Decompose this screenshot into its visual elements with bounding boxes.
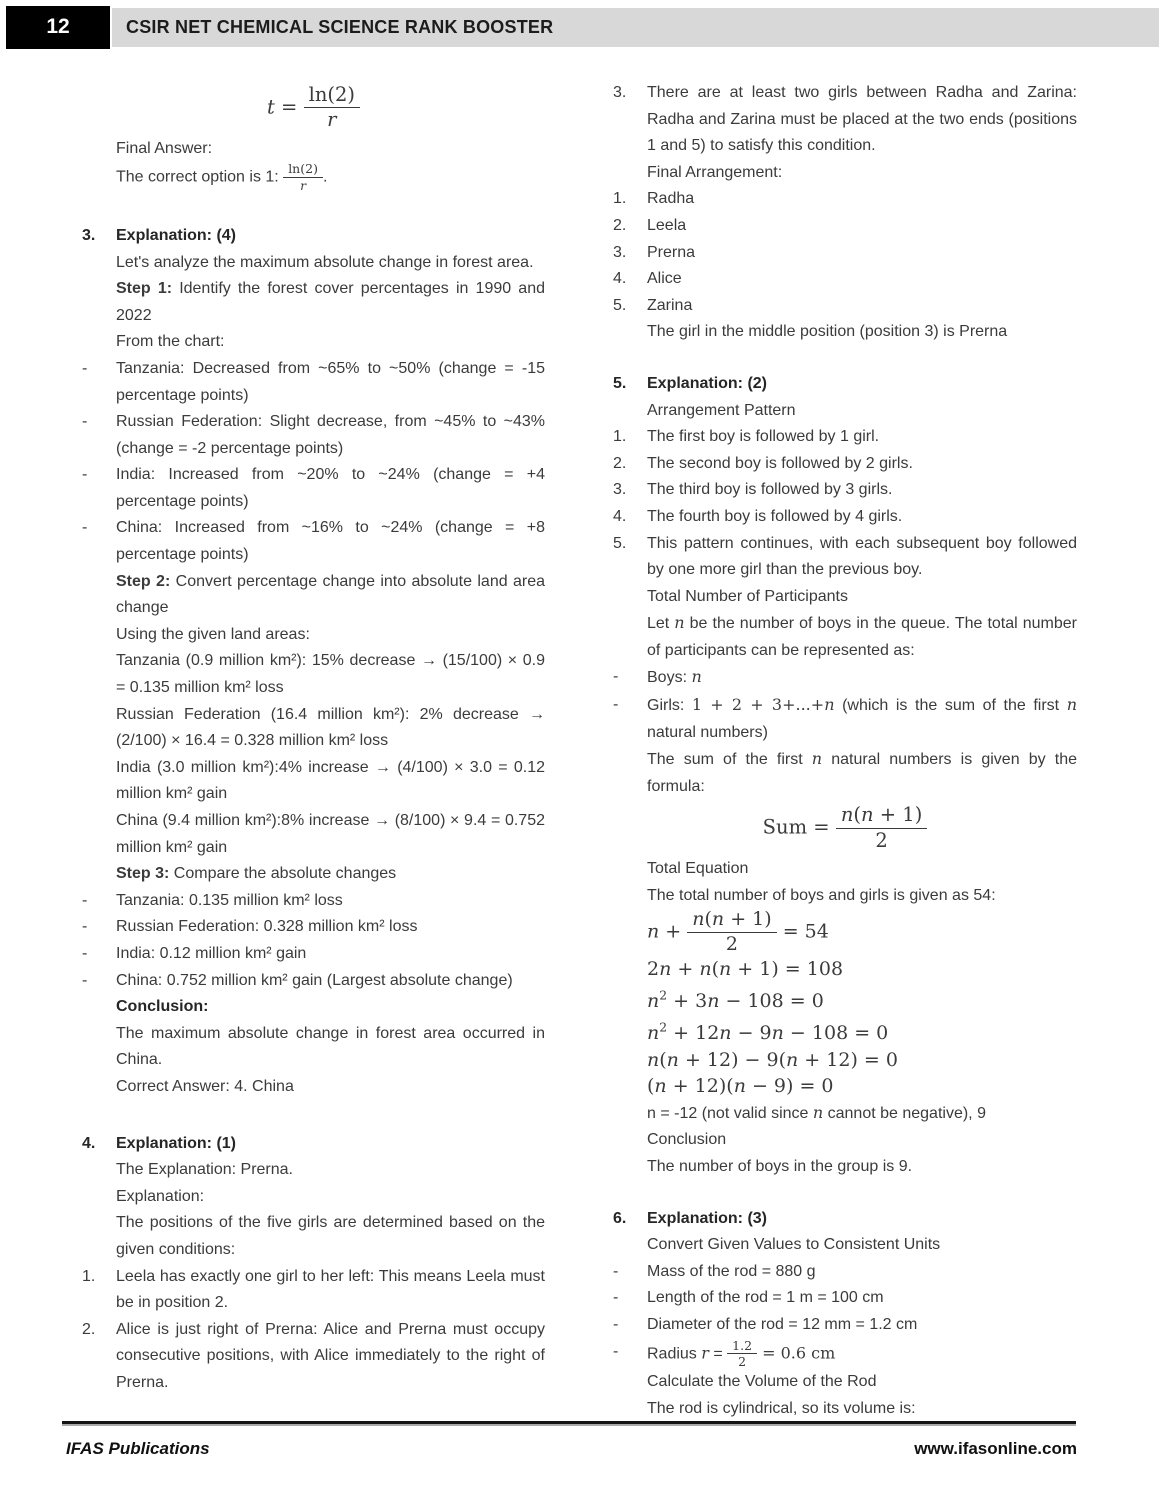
footer-rule: [62, 1421, 1076, 1426]
list-item: [613, 531, 1077, 584]
list-marker: -: [82, 891, 88, 909]
text-content: Using the given land areas:: [116, 625, 310, 643]
text-content: Final Arrangement:: [647, 163, 783, 181]
text-content: Explanation: (4): [116, 226, 237, 244]
list-item: [82, 462, 545, 515]
text-content: Convert Given Values to Consistent Units: [647, 1236, 941, 1254]
list-marker: [82, 994, 116, 1021]
list-marker: 1.: [613, 428, 627, 446]
text-content: Tanzania: 0.135 million km² loss: [116, 891, 343, 909]
text-content: India (3.0 million km²):4% increase → (4/100) × 3.0 = 0.12 million km² gain: [116, 758, 545, 803]
list-marker: 5.: [613, 374, 627, 392]
list-marker: [613, 1047, 647, 1074]
text-content: The third boy is followed by 3 girls.: [647, 481, 893, 499]
paragraph: [613, 610, 1077, 664]
spacer: [613, 346, 1077, 371]
list-item: [82, 914, 545, 941]
list-marker: 2.: [613, 216, 627, 234]
math-text: 1 + 2 + 3+...+n: [691, 695, 835, 715]
text-content: Russian Federation: Slight decrease, from ~45% to ~43% (change = -2 percentage points): [116, 413, 545, 457]
list-marker: [613, 1232, 647, 1259]
text-content: Boys: n: [647, 667, 702, 687]
math-variable: r: [701, 1343, 709, 1363]
list-marker: -: [613, 1262, 619, 1280]
text-content: Zarina: [647, 296, 693, 314]
math-text: 2n + n(n + 1) = 108: [647, 958, 844, 981]
text-content: Girls: 1 + 2 + 3+...+n (which is the sum of the first n natural numbers): [647, 695, 1078, 741]
list-item: [613, 266, 1077, 293]
paragraph: [82, 276, 545, 329]
list-marker: [613, 746, 647, 800]
math-text: $n^2 + 3n - 108 = 0$: [647, 988, 824, 1013]
paragraph: [613, 1396, 1077, 1423]
list-marker: [613, 1154, 647, 1181]
list-marker: -: [82, 918, 88, 936]
list-marker: [613, 610, 647, 664]
paragraph: [82, 622, 545, 649]
equation: [613, 909, 1077, 956]
list-marker: [82, 1157, 116, 1184]
text-content: Total Number of Participants: [647, 587, 848, 605]
section-heading: [82, 1131, 545, 1158]
list-marker: 3.: [613, 243, 627, 261]
paragraph: [82, 808, 545, 861]
text-content: Explanation:: [116, 1187, 205, 1205]
list-marker: 1.: [82, 1267, 96, 1285]
list-marker: 4.: [82, 1134, 96, 1152]
paragraph: [613, 746, 1077, 800]
spacer: [82, 193, 545, 223]
list-marker: [82, 569, 116, 622]
math-text: (n + 12)(n − 9) = 0: [647, 1075, 834, 1098]
footer-website: www.ifasonline.com: [914, 1439, 1077, 1458]
list-item: [82, 515, 545, 568]
text-content: [647, 1047, 1077, 1074]
paragraph: [82, 136, 545, 163]
spacer: [82, 1101, 545, 1131]
list-item: [613, 213, 1077, 240]
list-marker: [613, 983, 647, 1015]
text-content: Arrangement Pattern: [647, 401, 796, 419]
equation: [613, 956, 1077, 983]
text-content: Step 3: Compare the absolute changes: [116, 865, 397, 883]
list-item: [613, 477, 1077, 504]
paragraph: [82, 702, 545, 755]
list-item: [82, 356, 545, 409]
text-content: Tanzania (0.9 million km²): 15% decrease → (15/100) × 0.9 = 0.135 million km² loss: [116, 652, 545, 697]
list-marker: [82, 648, 116, 701]
list-item: [82, 409, 545, 462]
list-marker: 6.: [613, 1209, 627, 1227]
list-item: [82, 1317, 545, 1397]
text-content: Russian Federation (16.4 million km²): 2% decrease → (2/100) × 16.4 = 0.328 million km² loss: [116, 705, 545, 750]
paragraph: [82, 162, 545, 193]
paragraph: [613, 319, 1077, 346]
math-variable: n: [1066, 695, 1078, 715]
list-marker: [82, 861, 116, 888]
text-content: Total Equation: [647, 860, 749, 878]
list-marker: -: [82, 413, 88, 431]
list-marker: [613, 956, 647, 983]
list-item: [613, 1312, 1077, 1339]
list-item: [82, 968, 545, 995]
list-marker: -: [613, 668, 619, 686]
list-marker: 3.: [82, 226, 96, 244]
math-text: t =: [266, 95, 304, 119]
list-item: [82, 1264, 545, 1317]
text-content: The girl in the middle position (position 3) is Prerna: [647, 323, 1008, 341]
paragraph: [82, 1157, 545, 1184]
footer-publisher: IFAS Publications: [66, 1439, 210, 1458]
paragraph: [613, 1127, 1077, 1154]
paragraph: [613, 160, 1077, 187]
text-content: [647, 909, 1077, 956]
formula: [82, 84, 545, 132]
paragraph: [613, 584, 1077, 611]
text-content: Diameter of the rod = 12 mm = 1.2 cm: [647, 1315, 918, 1333]
text-content: Correct Answer: 4. China: [116, 1077, 294, 1095]
text-content: Russian Federation: 0.328 million km² loss: [116, 918, 418, 936]
list-marker: [613, 1396, 647, 1423]
text-content: Prerna: [647, 243, 696, 261]
math-variable: n: [674, 613, 685, 633]
text-content: Step 1: Identify the forest cover percentages in 1990 and 2022: [116, 280, 545, 324]
list-marker: [82, 755, 116, 808]
math-text: = 54: [776, 920, 829, 943]
list-item: [613, 1285, 1077, 1312]
list-item: [613, 293, 1077, 320]
math-text: $n^2 + 12n - 9n - 108 = 0$: [647, 1020, 889, 1044]
math-text: = 0.6 cm: [757, 1343, 836, 1363]
paragraph: [613, 398, 1077, 425]
text-content: The sum of the first n natural numbers is given by the formula:: [647, 749, 1077, 795]
text-content: [647, 983, 1077, 1015]
text-content: Explanation: (2): [647, 374, 768, 392]
list-item: [613, 424, 1077, 451]
list-marker: 2.: [613, 454, 627, 472]
list-item: [613, 80, 1077, 160]
equation: [613, 1073, 1077, 1100]
text-content: Mass of the rod = 880 g: [647, 1262, 816, 1280]
list-item: [613, 692, 1077, 746]
list-marker: -: [613, 696, 619, 714]
list-marker: [82, 622, 116, 649]
text-content: The total number of boys and girls is given as 54:: [647, 886, 996, 904]
list-marker: [82, 276, 116, 329]
text-content: [647, 1015, 1077, 1047]
list-marker: [82, 1074, 116, 1101]
list-marker: [613, 398, 647, 425]
list-marker: [82, 702, 116, 755]
text-content: The maximum absolute change in forest area occurred in China.: [116, 1024, 545, 1069]
paragraph: [613, 1154, 1077, 1181]
list-marker: [82, 1021, 116, 1074]
math-text: n +: [647, 920, 688, 943]
column-left: [82, 80, 545, 1396]
text-content: Let n be the number of boys in the queue. The total number of participants can be represented as:: [647, 613, 1078, 659]
text-content: Step 2: Convert percentage change into absolute land area change: [116, 572, 546, 617]
equation: [613, 1015, 1077, 1047]
paragraph: [613, 1232, 1077, 1259]
text-content: India: 0.12 million km² gain: [116, 944, 307, 962]
text-content: The correct option is 1: $\frac{\ln(2)}{r}$ .: [116, 161, 328, 194]
list-marker: [613, 1073, 647, 1100]
text-content: Radius r = $\frac{1.2}{2}$ = 0.6 cm: [647, 1337, 836, 1370]
section-heading: [613, 371, 1077, 398]
list-marker: -: [82, 359, 88, 377]
paragraph: [82, 1021, 545, 1074]
page-number: 12: [46, 15, 70, 39]
list-item: [613, 664, 1077, 692]
paragraph: [82, 569, 545, 622]
paragraph: [82, 1184, 545, 1211]
paragraph: [613, 1369, 1077, 1396]
text-content: China: 0.752 million km² gain (Largest absolute change): [116, 971, 513, 989]
fraction: $\frac{n(n + 1)}{2}$: [836, 804, 927, 852]
list-marker: -: [82, 466, 88, 484]
paragraph: [82, 648, 545, 701]
list-marker: [82, 1210, 116, 1263]
text-content: India: Increased from ~20% to ~24% (change = +4 percentage points): [116, 466, 545, 510]
list-marker: [613, 160, 647, 187]
text-content: Explanation: (3): [647, 1209, 768, 1227]
header-title: CSIR NET CHEMICAL SCIENCE RANK BOOSTER: [126, 17, 554, 38]
list-marker: [613, 1127, 647, 1154]
bold-label: [82, 994, 545, 1021]
list-marker: 3.: [613, 84, 627, 101]
list-marker: [613, 319, 647, 346]
paragraph: [82, 1210, 545, 1263]
list-marker: [613, 883, 647, 910]
text-content: Let's analyze the maximum absolute change in forest area.: [116, 253, 534, 271]
section-heading: [82, 223, 545, 250]
text-content: The fourth boy is followed by 4 girls.: [647, 507, 903, 525]
header-bar: [112, 8, 1159, 47]
math-text: n(n + 12) − 9(n + 12) = 0: [647, 1048, 898, 1071]
math-variable: n: [691, 667, 702, 687]
text-content: Alice is just right of Prerna: Alice and Prerna must occupy consecutive positions, with Alice immediately to the right of Prerna.: [116, 1320, 545, 1391]
fraction: $\frac{\ln(2)}{r}$: [304, 84, 360, 132]
paragraph: [613, 856, 1077, 883]
text-content: [647, 956, 1077, 983]
list-marker: -: [613, 1342, 619, 1360]
text-content: The rod is cylindrical, so its volume is:: [647, 1399, 916, 1417]
paragraph: [82, 329, 545, 356]
text-content: Leela: [647, 216, 687, 234]
list-marker: [613, 1015, 647, 1047]
spacer: [613, 1181, 1077, 1206]
text-content: Alice: [647, 270, 682, 288]
math-variable: n: [811, 749, 823, 769]
list-item: [613, 504, 1077, 531]
list-item: [613, 1259, 1077, 1286]
section-heading: [613, 1206, 1077, 1233]
text-content: There are at least two girls between Radha and Zarina: Radha and Zarina must be placed at the two ends (positions 1 and 5) to satisfy this condition.: [647, 84, 1077, 155]
math-variable: n: [812, 1102, 824, 1122]
text-content: The Explanation: Prerna.: [116, 1161, 293, 1179]
list-marker: [82, 162, 116, 193]
text-content: The number of boys in the group is 9.: [647, 1157, 913, 1175]
paragraph: [82, 861, 545, 888]
list-marker: 2.: [82, 1320, 96, 1338]
text-content: From the chart:: [116, 333, 225, 351]
text-content: [647, 1073, 1077, 1100]
paragraph: [613, 883, 1077, 910]
text-content: n = -12 (not valid since n cannot be negative), 9: [647, 1102, 986, 1122]
list-marker: [82, 329, 116, 356]
fraction: $\frac{\ln(2)}{r}$: [283, 162, 323, 193]
fraction: $\frac{1.2}{2}$: [727, 1339, 757, 1370]
list-marker: -: [82, 971, 88, 989]
column-right: [613, 80, 1077, 1422]
math-text: Sum =: [762, 815, 836, 839]
paragraph: [82, 250, 545, 277]
list-marker: 5.: [613, 534, 627, 552]
text-content: The positions of the five girls are determined based on the given conditions:: [116, 1214, 545, 1258]
text-content: Conclusion:: [116, 998, 209, 1016]
fraction: $\frac{n(n + 1)}{2}$: [687, 909, 776, 956]
list-marker: -: [82, 519, 88, 537]
text-content: Final Answer:: [116, 139, 213, 157]
list-marker: -: [82, 944, 88, 962]
list-marker: [613, 1369, 647, 1396]
text-content: The first boy is followed by 1 girl.: [647, 428, 880, 446]
text-content: This pattern continues, with each subsequent boy followed by one more girl than the previous boy.: [647, 534, 1077, 579]
list-marker: [82, 136, 116, 163]
list-marker: 5.: [613, 296, 627, 314]
list-marker: -: [613, 1315, 619, 1333]
paragraph: [82, 755, 545, 808]
text-content: The second boy is followed by 2 girls.: [647, 454, 913, 472]
list-item: [613, 240, 1077, 267]
paragraph: [613, 1100, 1077, 1128]
list-marker: 1.: [613, 190, 627, 208]
list-marker: [82, 250, 116, 277]
list-marker: 3.: [613, 481, 627, 499]
list-item: [82, 888, 545, 915]
text-content: China: Increased from ~16% to ~24% (change = +8 percentage points): [116, 519, 545, 564]
page-number-box: [6, 6, 110, 49]
equation: [613, 1047, 1077, 1074]
list-item: [613, 1339, 1077, 1370]
text-content: Radha: [647, 190, 695, 208]
list-item: [82, 941, 545, 968]
formula: [613, 804, 1077, 852]
text-content: China (9.4 million km²):8% increase → (8/100) × 9.4 = 0.752 million km² gain: [116, 812, 545, 856]
list-marker: [613, 909, 647, 956]
equation: [613, 983, 1077, 1015]
list-marker: -: [613, 1289, 619, 1307]
list-item: [613, 186, 1077, 213]
paragraph: [82, 1074, 545, 1101]
list-marker: [82, 808, 116, 861]
text-content: Calculate the Volume of the Rod: [647, 1373, 877, 1391]
text-content: Explanation: (1): [116, 1134, 237, 1152]
list-marker: [82, 1184, 116, 1211]
text-content: Leela has exactly one girl to her left: This means Leela must be in position 2.: [116, 1267, 545, 1312]
list-marker: [613, 584, 647, 611]
text-content: Conclusion: [647, 1131, 727, 1149]
list-marker: 4.: [613, 270, 627, 288]
text-content: Tanzania: Decreased from ~65% to ~50% (change = -15 percentage points): [116, 359, 545, 404]
list-marker: 4.: [613, 507, 627, 525]
list-item: [613, 451, 1077, 478]
list-marker: [613, 1100, 647, 1128]
list-marker: [613, 856, 647, 883]
text-content: Length of the rod = 1 m = 100 cm: [647, 1289, 884, 1307]
